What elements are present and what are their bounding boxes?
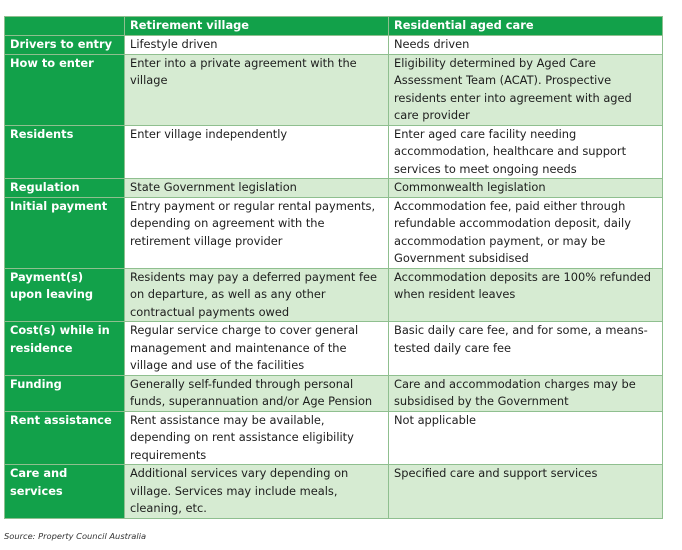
- aged-care-cell: Care and accommodation charges may be subsidised by the Government: [389, 375, 663, 411]
- village-cell: Enter village independently: [125, 125, 389, 179]
- row-label: Initial payment: [5, 197, 125, 268]
- village-cell: Regular service charge to cover general management and maintenance of the village and use of the facilities: [125, 322, 389, 376]
- aged-care-cell: Not applicable: [389, 411, 663, 465]
- village-cell: Residents may pay a deferred payment fee on departure, as well as any other contractual payments owed: [125, 268, 389, 322]
- table-row: [5, 375, 663, 411]
- village-cell: Additional services vary depending on village. Services may include meals, cleaning, etc.: [125, 465, 389, 519]
- aged-care-cell: Needs driven: [389, 36, 663, 55]
- row-label: Cost(s) while in residence: [5, 322, 125, 376]
- village-cell: State Government legislation: [125, 179, 389, 198]
- aged-care-cell: Enter aged care facility needing accommodation, healthcare and support services to meet ongoing needs: [389, 125, 663, 179]
- table-row: [5, 125, 663, 179]
- village-cell: Enter into a private agreement with the village: [125, 54, 389, 125]
- table-row: [5, 179, 663, 198]
- table-row: [5, 465, 663, 519]
- table-row: [5, 322, 663, 376]
- table-row: [5, 411, 663, 465]
- header-corner: [5, 17, 125, 36]
- aged-care-cell: Accommodation fee, paid either through refundable accommodation deposit, daily accommodation payment, or may be Government subsidised: [389, 197, 663, 268]
- row-label: Funding: [5, 375, 125, 411]
- table-row: [5, 36, 663, 55]
- header-residential-aged-care: Residential aged care: [389, 17, 663, 36]
- village-cell: Rent assistance may be available, depending on rent assistance eligibility requirements: [125, 411, 389, 465]
- row-label: Care and services: [5, 465, 125, 519]
- header-row: [5, 17, 663, 36]
- row-label: Drivers to entry: [5, 36, 125, 55]
- table-row: [5, 54, 663, 125]
- aged-care-cell: Eligibility determined by Aged Care Assessment Team (ACAT). Prospective residents enter into agreement with aged care provider: [389, 54, 663, 125]
- aged-care-cell: Accommodation deposits are 100% refunded when resident leaves: [389, 268, 663, 322]
- row-label: Regulation: [5, 179, 125, 198]
- village-cell: Generally self-funded through personal funds, superannuation and/or Age Pension: [125, 375, 389, 411]
- aged-care-cell: Basic daily care fee, and for some, a means-tested daily care fee: [389, 322, 663, 376]
- row-label: Rent assistance: [5, 411, 125, 465]
- aged-care-cell: Specified care and support services: [389, 465, 663, 519]
- aged-care-cell: Commonwealth legislation: [389, 179, 663, 198]
- table-row: [5, 268, 663, 322]
- village-cell: Lifestyle driven: [125, 36, 389, 55]
- row-label: How to enter: [5, 54, 125, 125]
- table-row: [5, 197, 663, 268]
- row-label: Residents: [5, 125, 125, 179]
- source-note: Source: Property Council Australia: [4, 531, 147, 541]
- header-retirement-village: Retirement village: [125, 17, 389, 36]
- comparison-table: [4, 16, 663, 519]
- row-label: Payment(s) upon leaving: [5, 268, 125, 322]
- village-cell: Entry payment or regular rental payments, depending on agreement with the retirement village provider: [125, 197, 389, 268]
